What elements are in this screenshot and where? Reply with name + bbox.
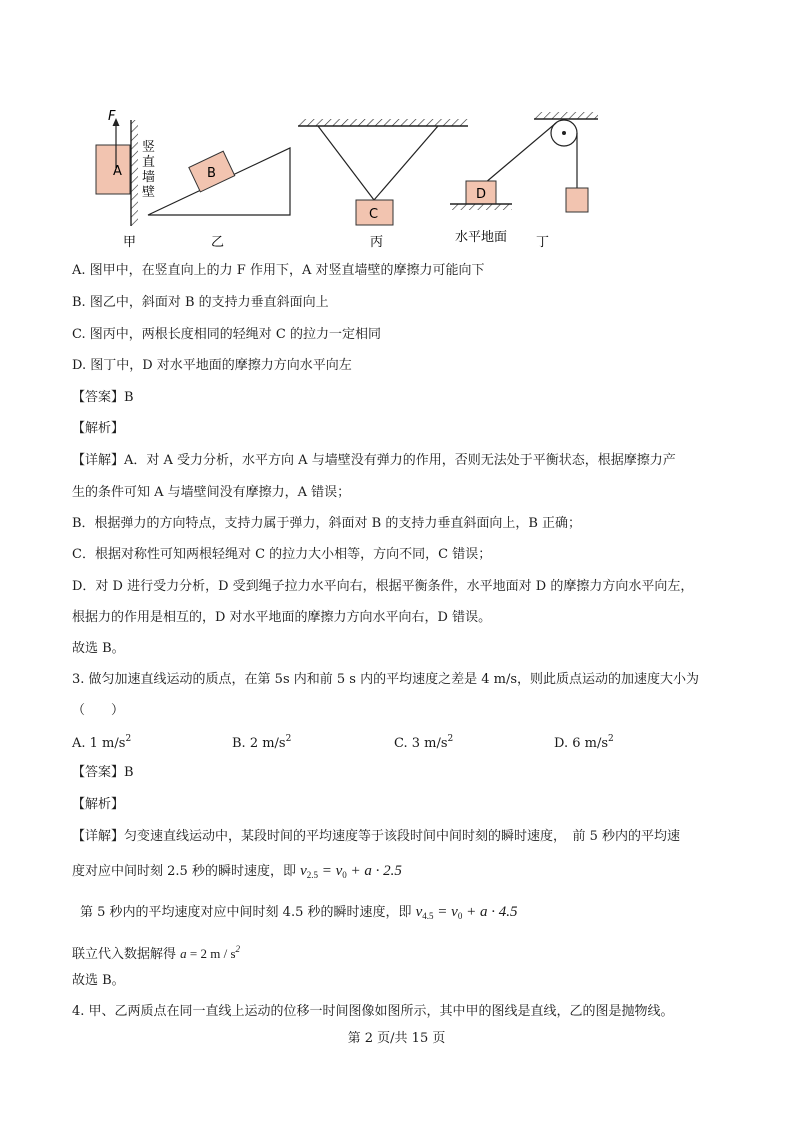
q3-detail-line: 【详解】匀变速直线运动中，某段时间的平均速度等于该段时间中间时刻的瞬时速度， 前 5 秒内的平均速 xyxy=(72,829,681,844)
diagram-jia xyxy=(96,109,155,250)
q4-stem: 4. 甲、乙两质点在同一直线上运动的位移一时间图像如图所示，其中甲的图线是直线，乙的图是抛物线。 xyxy=(72,1004,674,1019)
q2-option-a: A. 图甲中，在竖直向上的力 F 作用下，A 对竖直墙壁的摩擦力可能向下 xyxy=(72,263,485,278)
q3-analysis-title: 【解析】 xyxy=(72,797,125,812)
q3-detail-line: 第 5 秒内的平均速度对应中间时刻 4.5 秒的瞬时速度，即 $v_{4.5} = v_0 + a \cdot 4.5$ xyxy=(80,904,518,921)
block-b-label: B xyxy=(207,166,216,181)
block-a-label: A xyxy=(113,164,122,179)
wall-label-4: 壁 xyxy=(142,185,156,200)
q2-detail-line: B．根据弹力的方向特点，支持力属于弹力，斜面对 B 的支持力垂直斜面向上，B 正确； xyxy=(72,516,582,531)
wall-label-2: 直 xyxy=(142,155,156,170)
q2-conclusion: 故选 B。 xyxy=(72,641,125,656)
block-c-label: C xyxy=(369,207,379,222)
q3-option-b: B. 2 $m/s^2$ xyxy=(232,734,292,751)
q3-answer: 【答案】B xyxy=(72,765,134,780)
q3-detail-line: 度对应中间时刻 2.5 秒的瞬时速度，即 $v_{2.5} = v_0 + a \cdot 2.5$ xyxy=(72,863,402,880)
block-d-label: D xyxy=(476,187,487,202)
q2-detail-line: 根据力的作用是相互的，D 对水平地面的摩擦力方向水平向右，D 错误。 xyxy=(72,610,492,625)
q2-detail-line: D．对 D 进行受力分析，D 受到绳子拉力水平向右，根据平衡条件，水平地面对 D 的摩擦力方向水平向左， xyxy=(72,579,694,594)
q2-detail-line: 生的条件可知 A 与墙壁间没有摩擦力，A 错误； xyxy=(72,485,351,500)
caption-yi: 乙 xyxy=(211,235,225,250)
q2-answer: 【答案】B xyxy=(72,390,134,405)
equation-v25: $v_{2.5} = v_0 + a \cdot 2.5$ xyxy=(300,863,402,880)
q2-option-c: C. 图丙中，两根长度相同的轻绳对 C 的拉力一定相同 xyxy=(72,327,381,342)
q3-blank: （ ） xyxy=(72,703,125,718)
q3-conclusion: 故选 B。 xyxy=(72,973,125,988)
q3-detail-line: 联立代入数据解得 a = 2 m / $s^2$ xyxy=(72,944,241,962)
equation-v45: $v_{4.5} = v_0 + a \cdot 4.5$ xyxy=(415,904,518,921)
q2-detail-line: C．根据对称性可知两根轻绳对 C 的拉力大小相等，方向不同，C 错误； xyxy=(72,547,492,562)
diagram-yi xyxy=(148,148,290,250)
diagram-ding xyxy=(450,112,598,250)
q3-option-a: A. 1 $m/s^2$ xyxy=(72,734,132,751)
ground-label: 水平地面 xyxy=(455,230,508,245)
q2-detail-line: 【详解】A．对 A 受力分析，水平方向 A 与墙壁没有弹力的作用，否则无法处于平衡状态，根据摩擦力产 xyxy=(72,453,676,468)
q2-analysis-title: 【解析】 xyxy=(72,421,125,436)
q3-stem: 3. 做匀加速直线运动的质点，在第 5s 内和前 5 s 内的平均速度之差是 4 m/s，则此质点运动的加速度大小为 xyxy=(72,672,699,687)
page-footer: 第 2 页/共 15 页 xyxy=(347,1031,446,1046)
wall-label-3: 墙 xyxy=(142,170,156,185)
q2-option-d: D. 图丁中，D 对水平地面的摩擦力方向水平向左 xyxy=(72,358,352,373)
q2-option-b: B. 图乙中，斜面对 B 的支持力垂直斜面向上 xyxy=(72,295,329,310)
caption-ding: 丁 xyxy=(536,235,550,250)
caption-bing: 丙 xyxy=(370,235,384,250)
equation-a: a = 2 m / $s^2$ xyxy=(180,944,241,961)
q3-option-d: D. 6 $m/s^2$ xyxy=(554,734,614,751)
force-label: F xyxy=(108,109,116,124)
diagram-bing xyxy=(298,119,468,250)
wall-label-1: 竖 xyxy=(142,140,156,155)
physics-figure xyxy=(0,95,793,255)
caption-jia: 甲 xyxy=(123,235,137,250)
q3-option-c: C. 3 $m/s^2$ xyxy=(394,734,454,751)
